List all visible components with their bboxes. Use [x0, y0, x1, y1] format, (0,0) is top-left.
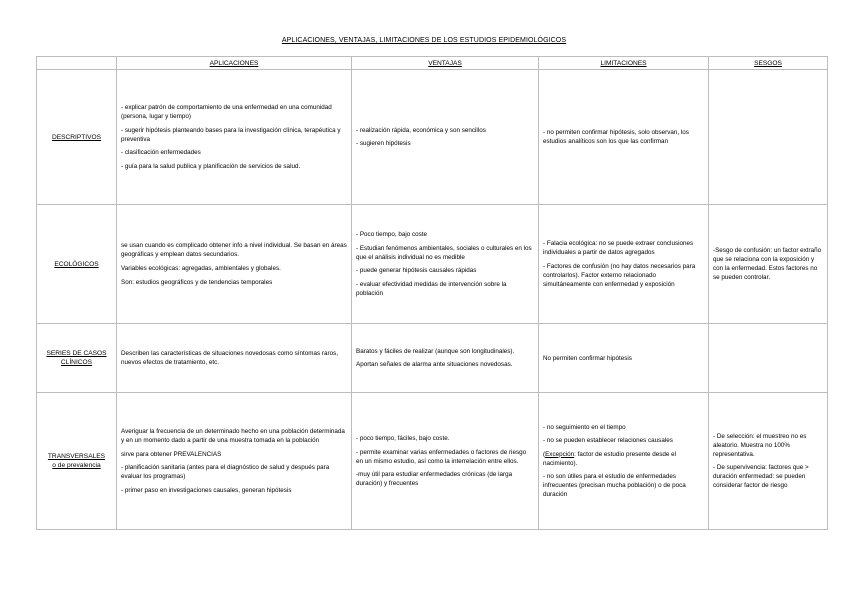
cell-limitaciones: [539, 70, 709, 205]
row-header-descriptivos: DESCRIPTIVOS: [37, 70, 117, 205]
cell-text: sirve para obtener PREVALENCIAS: [121, 450, 222, 458]
cell-text: No permiten confirmar hipótesis: [543, 354, 632, 362]
cell-text: - Factores de confusión (no hay datos necesarios para controlarlos). Factor externo relacionado simultáneamente con enfermedad y exposición: [543, 262, 696, 288]
cell-text: Son: estudios geográficos y de tendencias temporales: [121, 278, 273, 286]
cell-text: Aportan señales de alarma ante situaciones novedosas.: [356, 361, 513, 369]
table-row: [37, 324, 828, 393]
cell-ventajas: [352, 205, 539, 324]
cell-text: - clasificación enfermedades: [121, 149, 201, 157]
excepcion-text: : factor de estudio presente desde el nacimiento).: [543, 450, 677, 467]
cell-text: se usan cuando es complicado obtener info a nivel individual. Se basan en áreas geográficas y emplean datos secundarios.: [121, 242, 347, 259]
cell-aplicaciones: [117, 205, 352, 324]
cell-text: -Sesgo de confusión: un factor extraño que se relaciona con la exposición y con la enfermedad. Estos factores no se pueden controlar.: [713, 247, 822, 281]
cell-text: (Excepción: factor de estudio presente desde el nacimiento).: [543, 450, 677, 467]
cell-text: - puede generar hipótesis causales rápidas: [356, 267, 477, 275]
cell-text: -muy útil para estudiar enfermedades crónicas (de larga duración) y frecuentes: [356, 471, 513, 488]
row-header-transversales: [37, 393, 117, 530]
row-header-line: SERIES DE CASOS: [46, 350, 107, 357]
cell-text: - sugerir hipótesis planteando bases para la investigación clínica, terapéutica y preventiva: [121, 126, 341, 143]
cell-text: Baratos y fáciles de realizar (aunque son longitudinales).: [356, 347, 515, 355]
column-header-ventajas: VENTAJAS: [352, 57, 539, 70]
cell-text: Averiguar la frecuencia de un determinado hecho en una población determinada y en un momento dado a partir de una muestra tomada en la población: [121, 428, 345, 445]
cell-text: Variables ecológicas: agregadas, ambientales y globales.: [121, 265, 281, 272]
cell-text: - no se pueden establecer relaciones causales: [543, 437, 673, 445]
cell-text: - Falacia ecológica: no se puede extraer conclusiones individuales a partir de datos agregados: [543, 240, 694, 257]
cell-text: - De selección: el muestreo no es aleatorio. Muestra no 100% representativa.: [713, 432, 807, 458]
cell-text: - poco tiempo, fáciles, bajo coste.: [356, 434, 450, 442]
header-row: [37, 57, 828, 70]
cell-text: - primer paso en investigaciones causales, generan hipótesis: [121, 486, 292, 494]
cell-text: - explicar patrón de comportamiento de una enfermedad en una comunidad (persona, lugar y tiempo): [121, 104, 332, 121]
row-header-line: CLÍNICOS: [60, 359, 93, 366]
cell-aplicaciones: [117, 324, 352, 393]
excepcion-label: Excepción: [545, 450, 575, 458]
table-row: [37, 393, 828, 530]
cell-text: - planificación sanitaria (antes para el diagnóstico de salud y después para evaluar los programas): [121, 464, 330, 481]
row-header-line: TRANSVERSALES: [47, 453, 106, 460]
cell-ventajas: [352, 324, 539, 393]
cell-ventajas: [352, 393, 539, 530]
cell-ventajas: [352, 70, 539, 205]
table-row: [37, 205, 828, 324]
row-header-series-de-casos: [37, 324, 117, 393]
epidemiology-table: [36, 56, 828, 530]
corner-cell: [37, 57, 117, 70]
cell-aplicaciones: [117, 70, 352, 205]
cell-text: - no son útiles para el estudio de enfermedades infrecuentes (precisan mucha población) o de poca duración: [543, 473, 686, 499]
row-header-ecologicos: ECOLÓGICOS: [37, 205, 117, 324]
cell-text: - permite examinar varias enfermedades o factores de riesgo en un mismo estudio, así como la interrelación entre ellos.: [356, 448, 527, 465]
cell-text: - evaluar efectividad medidas de intervención sobre la población: [356, 280, 507, 297]
cell-text: - no seguimiento en el tiempo: [543, 423, 626, 431]
column-header-aplicaciones: APLICACIONES: [117, 57, 352, 70]
cell-aplicaciones: [117, 393, 352, 530]
cell-sesgos: [709, 70, 828, 205]
row-header-line: o de prevalencia: [52, 462, 101, 469]
cell-limitaciones: [539, 205, 709, 324]
cell-text: - sugieren hipótesis: [356, 140, 411, 148]
document-title: APLICACIONES, VENTAJAS, LIMITACIONES DE LOS ESTUDIOS EPIDEMIOLÓGICOS: [281, 37, 567, 44]
cell-text: - Estudian fenómenos ambientales, sociales o culturales en los que el análisis individual no es medible: [356, 244, 532, 261]
cell-limitaciones: [539, 393, 709, 530]
cell-text: - Poco tiempo, bajo coste: [356, 231, 428, 239]
cell-text: - guía para la salud publica y planificación de servicios de salud.: [121, 162, 301, 170]
cell-text: - De supervivencia: factores que > duración enfermedad: se pueden considerar factor de riesgo: [713, 464, 809, 490]
cell-sesgos: [709, 324, 828, 393]
column-header-sesgos: SESGOS: [709, 57, 828, 70]
cell-limitaciones: [539, 324, 709, 393]
column-header-limitaciones: LIMITACIONES: [539, 57, 709, 70]
cell-sesgos: [709, 393, 828, 530]
cell-text: Describen las características de situaciones novedosas como síntomas raros, nuevos efectos de tratamiento, etc.: [121, 350, 338, 366]
cell-text: - no permiten confirmar hipótesis, solo observan, los estudios analíticos son los que las confirman: [543, 129, 689, 145]
table-row: [37, 70, 828, 205]
cell-text: - realización rápida, económica y son sencillos: [356, 126, 486, 134]
cell-sesgos: [709, 205, 828, 324]
